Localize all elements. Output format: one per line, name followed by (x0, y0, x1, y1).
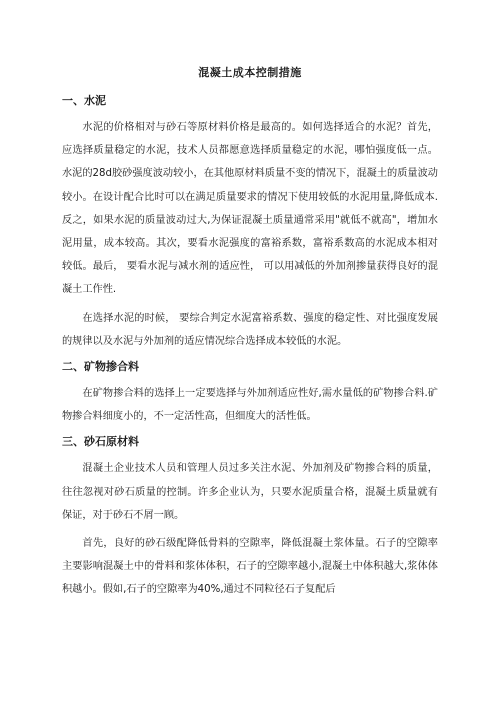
paragraph: 首先，良好的砂石级配降低骨料的空隙率，降低混凝土浆体量。石子的空隙率主要影响混凝土中的骨料和浆体体积，石子的空隙率越小,混凝土中体积越大,浆体体积越小。假如,石子的空隙率为40%,通过不同粒径石子复配后 (62, 538, 438, 596)
paragraph: 水泥的价格相对与砂石等原材料价格是最高的。如何选择适合的水泥？首先，应选择质量稳定的水泥，技术人员都愿意选择质量稳定的水泥，哪怕强度低一点。水泥的28d胶砂强度波动较小，在其他原材料质量不变的情况下，混凝土的质量波动较小。在设计配合比时可以在满足质量要求的情况下使用较低的水泥用量,降低成本.反之，如果水泥的质量波动过大,为保证混凝土质量通常采用"就低不就高"，增加水泥用量，成本较高。其次，要看水泥强度的富裕系数，富裕系数高的水泥成本相对较低。最后， 要看水泥与减水剂的适应性， 可以用减低的外加剂掺量获得良好的混凝土工作性. (62, 122, 438, 296)
paragraph: 在选择水泥的时候， 要综合判定水泥富裕系数、强度的稳定性、对比强度发展的规律以及水泥与外加剂的适应情况综合选择成本较低的水泥。 (62, 312, 438, 347)
section-heading: 一、水泥 (62, 94, 106, 107)
section-aggregate (62, 433, 438, 601)
paragraph: 在矿物掺合料的选择上一定要选择与外加剂适应性好,需水量低的矿物掺合料.矿物掺合料细度小的，不一定活性高，但细度大的活性低。 (62, 388, 438, 423)
section-cement (62, 92, 438, 353)
section-heading: 二、矿物掺合料 (62, 360, 139, 374)
document-title: 混凝土成本控制措施 (198, 66, 302, 79)
document-content (62, 64, 438, 607)
section-heading: 三、砂石原材料 (62, 435, 139, 449)
section-mineral-admixture (62, 358, 438, 428)
paragraph: 混凝土企业技术人员和管理人员过多关注水泥、外加剂及矿物掺合料的质量，往往忽视对砂石质量的控制。许多企业认为，只要水泥质量合格，混凝土质量就有保证，对于砂石不屑一顾。 (62, 463, 438, 521)
